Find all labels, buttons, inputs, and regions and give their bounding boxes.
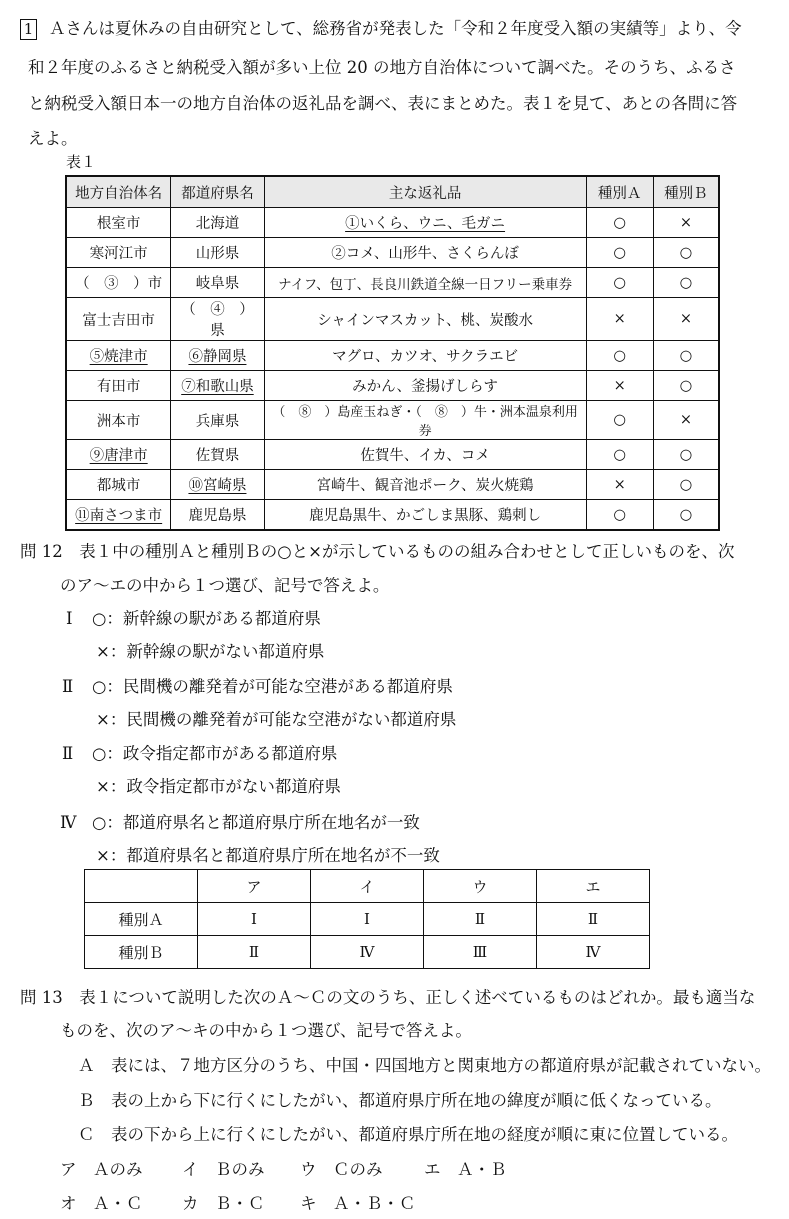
roman-numeral: Ⅰ [66,609,73,628]
table1-header: 種別Ｂ [653,176,719,208]
table-cell: ○ [586,401,653,440]
underlined-text: ⑤焼津市 [89,349,148,365]
table1-header: 都道府県名 [171,176,264,208]
table-cell: シャインマスカット、桃、炭酸水 [264,298,586,341]
underlined-text: ⑦和歌山県 [181,379,254,395]
table-cell [171,470,264,500]
table1-header: 地方自治体名 [66,176,171,208]
table-cell [171,371,264,401]
intro-line-4: えよ。 [28,129,78,148]
table-cell: Ⅰ [311,903,424,936]
table-cell: 宮崎牛、観音池ポーク、炭火焼鶏 [264,470,586,500]
q13-statement-a: Ａ 表には、７地方区分のうち、中国・四国地方と関東地方の都道府県が記載されていない。 [78,1056,771,1075]
q13-statement-b: Ｂ 表の上から下に行くにしたがい、都道府県庁所在地の緯度が順に低くなっている。 [78,1091,722,1110]
table-row [66,341,719,371]
underlined-text: ⑥静岡県 [188,349,247,365]
table-cell: （ ④ ）県 [171,298,264,341]
table-cell: × [653,298,719,341]
table-cell: × [653,208,719,238]
table-cell: ○ [653,500,719,531]
table-cell: 鹿児島県 [171,500,264,531]
table-cell: × [586,470,653,500]
intro-line-2: 和２年度のふるさと納税受入額が多い上位 20 の地方自治体について調べた。そのうち、ふるさ [28,58,736,77]
table-cell: ○ [653,238,719,268]
table-cell: ウ [424,870,537,903]
table-cell: 根室市 [66,208,171,238]
table-cell: ○ [653,341,719,371]
table-cell: ○ [653,371,719,401]
table-cell: ②コメ、山形牛、さくらんぼ [264,238,586,268]
table-cell [66,341,171,371]
table-cell: みかん、釜揚げしらす [264,371,586,401]
table-row [85,936,650,969]
table-cell: × [653,401,719,440]
table-cell: ○ [586,500,653,531]
table-cell: ○ [653,470,719,500]
q12-item-2-x: ×：民間機の離発着が可能な空港がない都道府県 [96,710,457,729]
q12-item-4-o: Ⅳ ○：都道府県名と都道府県庁所在地名が一致 [60,813,420,832]
table-cell: Ⅱ [198,936,311,969]
q13-statement-c: Ｃ 表の下から上に行くにしたがい、都道府県庁所在地の経度が順に東に位置している。 [78,1125,738,1144]
intro-line-1: 1 Ａさんは夏休みの自由研究として、総務省が発表した「令和２年度受入額の実績等」より、令 [20,18,742,40]
table-cell [66,440,171,470]
table-cell: ○ [653,440,719,470]
table-cell: ○ [586,341,653,371]
q12-line-1: 問 12 表１中の種別Ａと種別Ｂの○と×が示しているものの組み合わせとして正しいものを、次 [20,542,735,561]
underlined-text: ⑪南さつま市 [75,508,163,524]
q13-choice-u: ウ Ｃのみ [300,1160,383,1179]
q12-item-1-x: ×：新幹線の駅がない都道府県 [96,642,325,661]
q12-item-1-o: Ⅰ ○：新幹線の駅がある都道府県 [66,609,321,628]
table-cell: Ⅳ [311,936,424,969]
q12-item-3-x: ×：政令指定都市がない都道府県 [96,777,341,796]
question-number-box: 1 [20,19,37,40]
q13-choice-ki: キ Ａ・Ｂ・Ｃ [300,1194,416,1213]
table-cell: ○ [586,268,653,298]
table-cell: （ ⑧ ）島産玉ねぎ・（ ⑧ ）牛・洲本温泉利用券 [264,401,586,440]
table1 [65,175,720,531]
q12-answer-table [84,869,650,969]
table-cell: Ⅱ [424,903,537,936]
table-cell: 兵庫県 [171,401,264,440]
table-row [66,500,719,531]
table-cell: 都城市 [66,470,171,500]
table-row [66,440,719,470]
table-cell: 山形県 [171,238,264,268]
table-cell: 鹿児島黒牛、かごしま黒豚、鶏刺し [264,500,586,531]
q12-item-2-o: Ⅱ ○：民間機の離発着が可能な空港がある都道府県 [62,677,453,696]
table-cell: 寒河江市 [66,238,171,268]
q13-line-1: 問 13 表１について説明した次のＡ～Ｃの文のうち、正しく述べているものはどれか。最も適当な [20,988,756,1007]
table1-header: 主な返礼品 [264,176,586,208]
table-cell: マグロ、カツオ、サクラエビ [264,341,586,371]
q12-item-3-o: Ⅱ ○：政令指定都市がある都道府県 [62,744,338,763]
q13-choice-a: ア Ａのみ [60,1160,143,1179]
table-cell: 洲本市 [66,401,171,440]
table-cell: 富士吉田市 [66,298,171,341]
roman-numeral: Ⅱ [62,677,74,696]
table-cell: 岐阜県 [171,268,264,298]
table-cell [171,341,264,371]
q13-choice-ka: カ Ｂ・Ｃ [182,1194,265,1213]
table-cell: × [586,371,653,401]
table-cell: （ ③ ）市 [66,268,171,298]
table-row [85,870,650,903]
table-cell: × [586,298,653,341]
table-row [66,298,719,341]
underlined-text: ①いくら、ウニ、毛ガニ [345,216,506,232]
underlined-text: ⑩宮崎県 [188,478,247,494]
table-cell [264,208,586,238]
q13-choice-o: オ Ａ・Ｃ [60,1194,143,1213]
roman-numeral: Ⅱ [62,744,74,763]
table-cell: 有田市 [66,371,171,401]
table-cell: イ [311,870,424,903]
underlined-text: ⑨唐津市 [89,448,148,464]
table-cell: ナイフ、包丁、長良川鉄道全線一日フリー乗車券 [264,268,586,298]
table-row [66,371,719,401]
table-cell: 種別Ａ [85,903,198,936]
table-cell: ○ [586,238,653,268]
intro-line-3: と納税受入額日本一の地方自治体の返礼品を調べ、表にまとめた。表１を見て、あとの各問に答 [28,94,738,113]
table-cell: Ⅱ [537,903,650,936]
table-row [66,268,719,298]
roman-numeral: Ⅳ [60,813,77,832]
table-cell [66,500,171,531]
table-cell: 佐賀県 [171,440,264,470]
q13-choice-i: イ Ｂのみ [182,1160,265,1179]
q13-choice-e: エ Ａ・Ｂ [424,1160,507,1179]
table-row [66,470,719,500]
table-cell: ○ [586,208,653,238]
table-cell: ○ [653,268,719,298]
table-cell: Ⅲ [424,936,537,969]
table-cell: 佐賀牛、イカ、コメ [264,440,586,470]
q12-item-4-x: ×：都道府県名と都道府県庁所在地名が不一致 [96,846,440,865]
table1-header: 種別Ａ [586,176,653,208]
table1-header-row [66,176,719,208]
table1-caption: 表１ [66,153,97,171]
table-cell [85,870,198,903]
q12-line-2: のア～エの中から１つ選び、記号で答えよ。 [60,576,390,595]
table-cell: Ⅳ [537,936,650,969]
table-cell: Ⅰ [198,903,311,936]
table-row [66,208,719,238]
table-row [66,401,719,440]
table-cell: 種別Ｂ [85,936,198,969]
table-cell: ア [198,870,311,903]
table-row [66,238,719,268]
table-cell: ○ [586,440,653,470]
table-cell: 北海道 [171,208,264,238]
table-row [85,903,650,936]
q13-line-2: ものを、次のア～キの中から１つ選び、記号で答えよ。 [60,1021,472,1040]
table-cell: エ [537,870,650,903]
